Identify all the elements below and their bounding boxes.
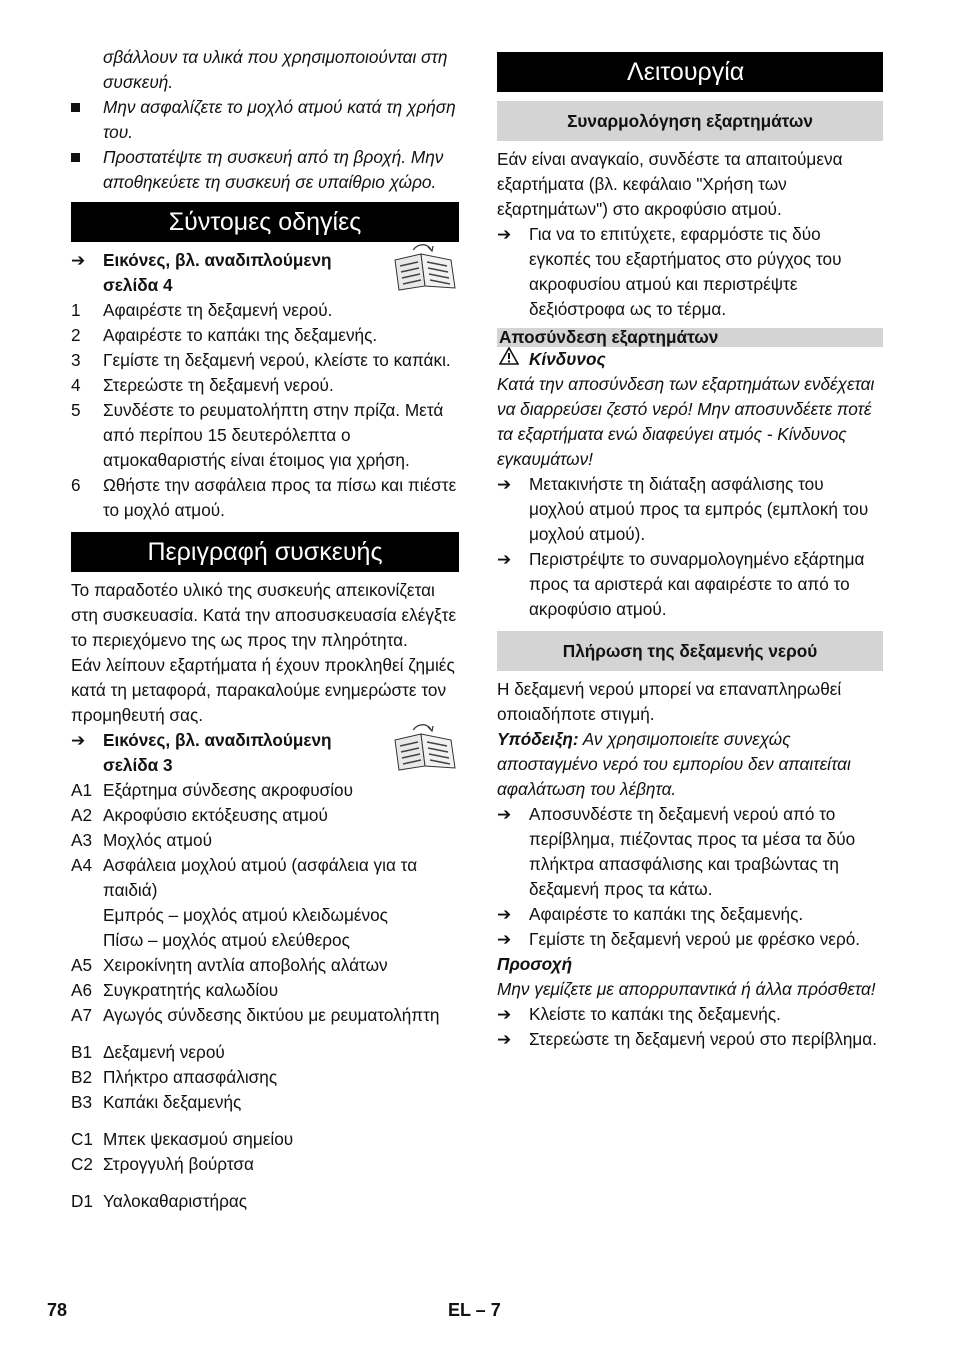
bullet-item: Μην ασφαλίζετε το μοχλό ατμού κατά τη χρήση του. — [71, 95, 459, 145]
subheading-filling-tank: Πλήρωση της δεξαμενής νερού — [497, 631, 883, 671]
danger-label-row — [497, 347, 883, 372]
arrow-right-icon: ➔ — [497, 550, 512, 569]
step-item: 3 Γεμίστε τη δεξαμενή νερού, κλείστε το καπάκι. — [71, 350, 451, 370]
step-item: ➔ Στερεώστε τη δεξαμενή νερού στο περίβλημα. — [497, 1027, 883, 1052]
figure-reference: ➔ Εικόνες, βλ. αναδιπλούμενη σελίδα 3 — [71, 728, 459, 778]
section-heading-device-description: Περιγραφή συσκευής — [71, 532, 459, 572]
arrow-right-icon: ➔ — [71, 251, 86, 270]
step-item: ➔ Αποσυνδέστε τη δεξαμενή νερού από το περίβλημα, πιέζοντας προς τα μέσα τα δύο πλήκτρα απασφάλισης και τραβώντας τη δεξαμενή προς τα κάτω. — [497, 804, 856, 899]
part-item: A5 Χειροκίνητη αντλία αποβολής αλάτων — [71, 955, 388, 975]
step-item: 6 Ωθήστε την ασφάλεια προς τα πίσω και πιέστε το μοχλό ατμού. — [71, 475, 457, 520]
part-item: A7 Αγωγός σύνδεσης δικτύου με ρευματολήπτη — [71, 1005, 440, 1025]
arrow-right-icon: ➔ — [497, 475, 512, 494]
step-item: ➔ Αφαιρέστε το καπάκι της δεξαμενής. — [497, 902, 883, 927]
subheading-disassembly: Αποσύνδεση εξαρτημάτων — [497, 328, 883, 347]
warning-triangle-icon — [499, 347, 519, 372]
part-item: A2 Ακροφύσιο εκτόξευσης ατμού — [71, 805, 328, 825]
note-label: Υπόδειξη: — [497, 729, 579, 749]
paragraph: Εάν λείπουν εξαρτήματα ή έχουν προκληθεί ζημιές κατά τη μεταφορά, παρακαλούμε ενημερώστε τον προμηθευτή σας. — [71, 655, 455, 725]
arrow-right-icon: ➔ — [497, 805, 512, 824]
right-column — [497, 52, 883, 1052]
part-item: A1 Εξάρτημα σύνδεσης ακροφυσίου — [71, 780, 353, 800]
step-item: ➔ Γεμίστε τη δεξαμενή νερού με φρέσκο νερό. — [497, 927, 883, 952]
figure-reference: ➔ Εικόνες, βλ. αναδιπλούμενη σελίδα 4 — [71, 248, 459, 298]
step-item: ➔ Περιστρέψτε το συναρμολογημένο εξάρτημα προς τα αριστερά και αφαιρέστε το από το ακροφύσιο ατμού. — [497, 549, 865, 619]
page-section-label: EL – 7 — [448, 1300, 501, 1320]
caution-text: Μην γεμίζετε με απορρυπαντικά ή άλλα πρόσθετα! — [497, 979, 876, 999]
subheading-assembly: Συναρμολόγηση εξαρτημάτων — [497, 101, 883, 141]
part-item: A3 Μοχλός ατμού — [71, 830, 212, 850]
arrow-right-icon: ➔ — [497, 930, 512, 949]
paragraph: Εάν είναι αναγκαίο, συνδέστε τα απαιτούμενα εξαρτήματα (βλ. κεφάλαιο "Χρήση των εξαρτημάτων") στο ακροφύσιο ατμού. — [497, 149, 843, 219]
part-item: A6 Συγκρατητής καλωδίου — [71, 980, 279, 1000]
part-item: B1 Δεξαμενή νερού — [71, 1042, 225, 1062]
section-heading-operation: Λειτουργία — [497, 52, 883, 92]
part-item: B2 Πλήκτρο απασφάλισης — [71, 1067, 278, 1087]
intro-continuation: σβάλλουν τα υλικά που χρησιμοποιούνται στη συσκευή. — [103, 47, 448, 92]
danger-label: Κίνδυνος — [529, 349, 606, 369]
square-bullet-icon — [71, 153, 80, 162]
bullet-item: Προστατέψτε τη συσκευή από τη βροχή. Μην αποθηκεύετε τη συσκευή σε υπαίθριο χώρο. — [71, 145, 459, 195]
step-item: ➔ Μετακινήστε τη διάταξη ασφάλισης του μοχλού ατμού προς τα εμπρός (εμπλοκή του μοχλού ατμού). — [497, 474, 869, 544]
arrow-right-icon: ➔ — [497, 905, 512, 924]
step-item: 4 Στερεώστε τη δεξαμενή νερού. — [71, 375, 334, 395]
arrow-right-icon: ➔ — [71, 731, 86, 750]
part-item: D1 Υαλοκαθαριστήρας — [71, 1191, 248, 1211]
arrow-right-icon: ➔ — [497, 1030, 512, 1049]
part-item: A4 Ασφάλεια μοχλού ατμού (ασφάλεια για τα παιδιά) Εμπρός – μοχλός ατμού κλειδωμένος Πίσω – μοχλός ατμού ελεύθερος — [71, 855, 418, 950]
page-number: 78 — [47, 1300, 68, 1320]
step-item: 2 Αφαιρέστε το καπάκι της δεξαμενής. — [71, 325, 378, 345]
section-heading-quick-guide: Σύντομες οδηγίες — [71, 202, 459, 242]
square-bullet-icon — [71, 103, 80, 112]
step-item: 5 Συνδέστε το ρευματολήπτη στην πρίζα. Μετά από περίπου 15 δευτερόλεπτα ο ατμοκαθαριστής είναι έτοιμος για χρήση. — [71, 400, 444, 470]
arrow-right-icon: ➔ — [497, 1005, 512, 1024]
note-paragraph — [497, 727, 883, 802]
paragraph: Η δεξαμενή νερού μπορεί να επαναπληρωθεί οποιαδήποτε στιγμή. — [497, 679, 842, 724]
step-item: ➔ Κλείστε το καπάκι της δεξαμενής. — [497, 1002, 883, 1027]
step-item: 1 Αφαιρέστε τη δεξαμενή νερού. — [71, 300, 333, 320]
danger-text: Κατά την αποσύνδεση των εξαρτημάτων ενδέχεται να διαρρεύσει ζεστό νερό! Μην αποσυνδέετε ποτέ τα εξαρτήματα ενώ διαφεύγει ατμός - Κίνδυνος εγκαυμάτων! — [497, 374, 875, 469]
part-item: C2 Στρογγυλή βούρτσα — [71, 1154, 254, 1174]
paragraph: Το παραδοτέο υλικό της συσκευής απεικονίζεται στη συσκευασία. Κατά την αποσυσκευασία ελέγξτε το περιεχόμενο της ως προς την πληρότητα. — [71, 580, 457, 650]
left-column — [71, 45, 459, 1214]
part-item: C1 Μπεκ ψεκασμού σημείου — [71, 1129, 294, 1149]
note-text: Αν χρησιμοποιείτε συνεχώς αποσταγμένο νερό του εμπορίου δεν απαιτείται αφαλάτωση του λέβητα. — [497, 729, 851, 799]
caution-label: Προσοχή — [497, 954, 573, 974]
part-item: B3 Καπάκι δεξαμενής — [71, 1092, 242, 1112]
fold-out-page-icon — [391, 722, 459, 772]
fold-out-page-icon — [391, 242, 459, 292]
step-item: ➔ Για να το επιτύχετε, εφαρμόστε τις δύο εγκοπές του εξαρτήματος στο ρύγχος του ακροφυσίου ατμού και περιστρέψτε δεξιόστροφα ως το τέρμα. — [497, 224, 842, 319]
arrow-right-icon: ➔ — [497, 225, 512, 244]
